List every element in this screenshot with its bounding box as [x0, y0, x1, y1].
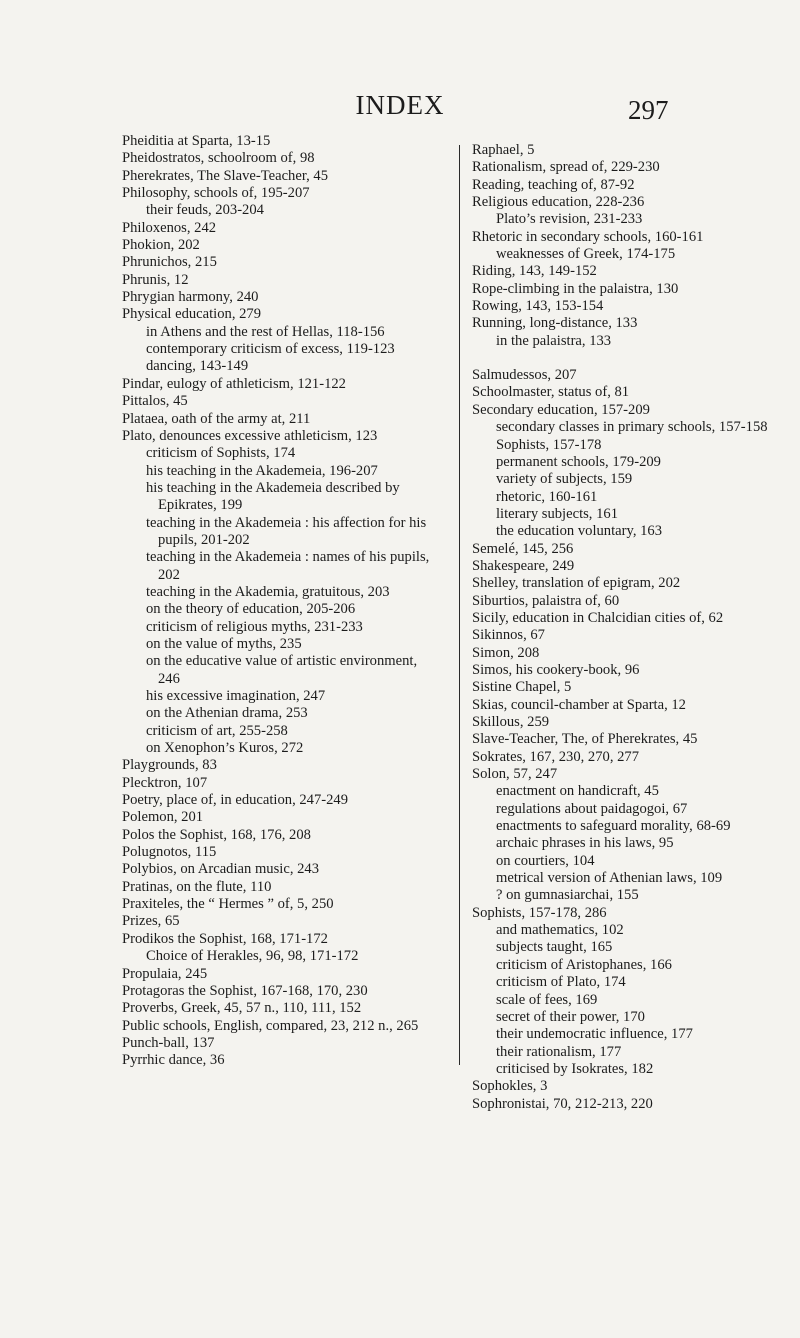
index-subentry: permanent schools, 179-209: [496, 453, 661, 470]
index-entry: Simon, 208: [472, 644, 540, 661]
index-subentry: teaching in the Akademeia : names of his pupils, 202: [146, 549, 430, 583]
index-subentry: their rationalism, 177: [496, 1043, 622, 1060]
index-subentry: archaic phrases in his laws, 95: [496, 835, 674, 852]
index-subentry: on the educative value of artistic environment, 246: [146, 653, 418, 687]
index-entry: Polybios, on Arcadian music, 243: [122, 861, 320, 878]
index-entry: Sophokles, 3: [472, 1078, 548, 1095]
index-subentry: on the theory of education, 205-206: [146, 601, 356, 618]
index-entry: Sikinnos, 67: [472, 627, 545, 644]
index-subentry: variety of subjects, 159: [496, 471, 633, 488]
index-entry: Plato, denounces excessive athleticism, 123: [122, 427, 378, 444]
index-entry: Plataea, oath of the army at, 211: [122, 410, 311, 427]
index-subentry: secondary classes in primary schools, 157-158: [496, 419, 768, 436]
index-entry: Propulaia, 245: [122, 965, 208, 982]
index-subentry: ? on gumnasiarchai, 155: [496, 887, 639, 904]
index-entry: Pratinas, on the flute, 110: [122, 878, 272, 895]
index-subentry: teaching in the Akademeia : his affection for his pupils, 201-202: [146, 514, 427, 548]
index-entry: Rhetoric in secondary schools, 160-161: [472, 228, 704, 245]
index-subentry: teaching in the Akademia, gratuitous, 203: [146, 583, 390, 600]
index-entry: Rope-climbing in the palaistra, 130: [472, 280, 679, 297]
index-entry: Skias, council-chamber at Sparta, 12: [472, 696, 686, 713]
index-entry: Reading, teaching of, 87-92: [472, 176, 635, 193]
index-entry: Rowing, 143, 153-154: [472, 298, 604, 315]
index-subentry: criticism of religious myths, 231-233: [146, 618, 363, 635]
index-entry: Skillous, 259: [472, 714, 550, 730]
index-entry: Physical education, 279: [122, 306, 262, 323]
index-entry: Playgrounds, 83: [122, 757, 217, 774]
index-subentry: their feuds, 203-204: [146, 202, 264, 219]
index-entry: Pittalos, 45: [122, 393, 188, 410]
index-subentry: and mathematics, 102: [496, 922, 624, 939]
index-entry: Protagoras the Sophist, 167-168, 170, 230: [122, 982, 368, 999]
index-entry: Sophronistai, 70, 212-213, 220: [472, 1095, 653, 1112]
index-subentry: literary subjects, 161: [496, 505, 618, 522]
index-entry: Prizes, 65: [122, 913, 180, 930]
index-subentry: secret of their power, 170: [496, 1008, 645, 1025]
index-subentry: scale of fees, 169: [496, 991, 598, 1008]
index-subentry: contemporary criticism of excess, 119-123: [146, 341, 395, 358]
index-subentry: Choice of Herakles, 96, 98, 171-172: [146, 948, 359, 965]
index-entry: Shelley, translation of epigram, 202: [472, 575, 681, 592]
index-entry: Proverbs, Greek, 45, 57 n., 110, 111, 152: [122, 1000, 362, 1017]
column-divider: [459, 145, 460, 1065]
index-entry: Plecktron, 107: [122, 774, 208, 791]
index-subentry: metrical version of Athenian laws, 109: [496, 870, 723, 887]
index-entry: Polos the Sophist, 168, 176, 208: [122, 826, 311, 843]
index-entry: Pheidostratos, schoolroom of, 98: [122, 150, 315, 167]
index-entry: Slave-Teacher, The, of Pherekrates, 45: [472, 731, 698, 748]
index-subentry: weaknesses of Greek, 174-175: [496, 246, 676, 263]
index-subentry: criticised by Isokrates, 182: [496, 1060, 654, 1077]
index-entry: Raphael, 5: [472, 142, 535, 158]
index-entry: Semelé, 145, 256: [472, 540, 574, 557]
index-entry: Praxiteles, the “ Hermes ” of, 5, 250: [122, 896, 334, 913]
index-subentry: criticism of Sophists, 174: [146, 445, 296, 462]
index-entry: Simos, his cookery-book, 96: [472, 661, 640, 678]
index-column-left: [122, 133, 440, 1070]
index-entry: Rationalism, spread of, 229-230: [472, 159, 660, 176]
index-subentry: his teaching in the Akademeia, 196-207: [146, 462, 378, 479]
index-subentry: Sophists, 157-178: [496, 436, 602, 453]
index-subentry: his excessive imagination, 247: [146, 688, 326, 704]
index-entry: Public schools, English, compared, 23, 212 n., 265: [122, 1017, 419, 1034]
index-subentry: his teaching in the Akademeia described by Epikrates, 199: [146, 479, 400, 514]
index-entry: Solon, 57, 247: [472, 766, 558, 783]
index-entry: Sokrates, 167, 230, 270, 277: [472, 748, 640, 765]
index-subentry: on the value of myths, 235: [146, 635, 302, 652]
index-entry: Polemon, 201: [122, 809, 204, 826]
index-column-right: [472, 142, 800, 1113]
index-entry: Running, long-distance, 133: [472, 315, 638, 332]
index-subentry: Plato’s revision, 231-233: [496, 211, 643, 228]
index-subentry: on courtiers, 104: [496, 852, 595, 869]
index-entry: Philoxenos, 242: [122, 219, 217, 236]
index-subentry: enactments to safeguard morality, 68-69: [496, 818, 731, 835]
index-entry: Pindar, eulogy of athleticism, 121-122: [122, 375, 346, 392]
index-subentry: criticism of Plato, 174: [496, 974, 626, 991]
index-subentry: rhetoric, 160-161: [496, 488, 598, 505]
index-entry: Philosophy, schools of, 195-207: [122, 185, 310, 202]
index-entry: Schoolmaster, status of, 81: [472, 384, 630, 401]
index-entry: Salmudessos, 207: [472, 367, 577, 384]
index-entry: Prodikos the Sophist, 168, 171-172: [122, 930, 328, 947]
index-entry: Polugnotos, 115: [122, 844, 217, 861]
index-subentry: criticism of Aristophanes, 166: [496, 956, 672, 973]
index-subentry: enactment on handicraft, 45: [496, 783, 659, 800]
index-subentry: the education voluntary, 163: [496, 523, 663, 540]
index-subentry: regulations about paidagogoi, 67: [496, 800, 688, 817]
index-subentry: criticism of art, 255-258: [146, 722, 288, 739]
index-entry: Poetry, place of, in education, 247-249: [122, 792, 349, 809]
index-entry: Shakespeare, 249: [472, 557, 575, 574]
index-entry: Phrunis, 12: [122, 271, 189, 288]
index-entry: Pherekrates, The Slave-Teacher, 45: [122, 167, 328, 184]
index-subentry: on the Athenian drama, 253: [146, 705, 308, 722]
index-entry: Sicily, education in Chalcidian cities of, 62: [472, 609, 724, 626]
index-entry: Riding, 143, 149-152: [472, 263, 597, 280]
page-number: 297: [628, 95, 669, 125]
index-subentry: in the palaistra, 133: [496, 332, 612, 349]
index-entry: Pheiditia at Sparta, 13-15: [122, 133, 271, 149]
index-entry: Punch-ball, 137: [122, 1034, 215, 1051]
index-subentry: on Xenophon’s Kuros, 272: [146, 740, 304, 757]
index-entry: Sistine Chapel, 5: [472, 679, 572, 696]
index-subentry: in Athens and the rest of Hellas, 118-156: [146, 323, 385, 340]
index-entry: Phrygian harmony, 240: [122, 289, 259, 306]
index-entry: Pyrrhic dance, 36: [122, 1052, 225, 1069]
index-subentry: subjects taught, 165: [496, 939, 613, 956]
index-entry: Secondary education, 157-209: [472, 401, 650, 418]
index-subentry: dancing, 143-149: [146, 358, 249, 375]
index-entry: Religious education, 228-236: [472, 194, 645, 211]
section-gap: [472, 350, 800, 367]
index-subentry: their undemocratic influence, 177: [496, 1026, 693, 1043]
index-entry: Phokion, 202: [122, 237, 200, 254]
index-entry: Sophists, 157-178, 286: [472, 904, 607, 921]
index-entry: Siburtios, palaistra of, 60: [472, 592, 620, 609]
page-title: INDEX: [355, 90, 445, 120]
index-entry: Phrunichos, 215: [122, 254, 217, 271]
